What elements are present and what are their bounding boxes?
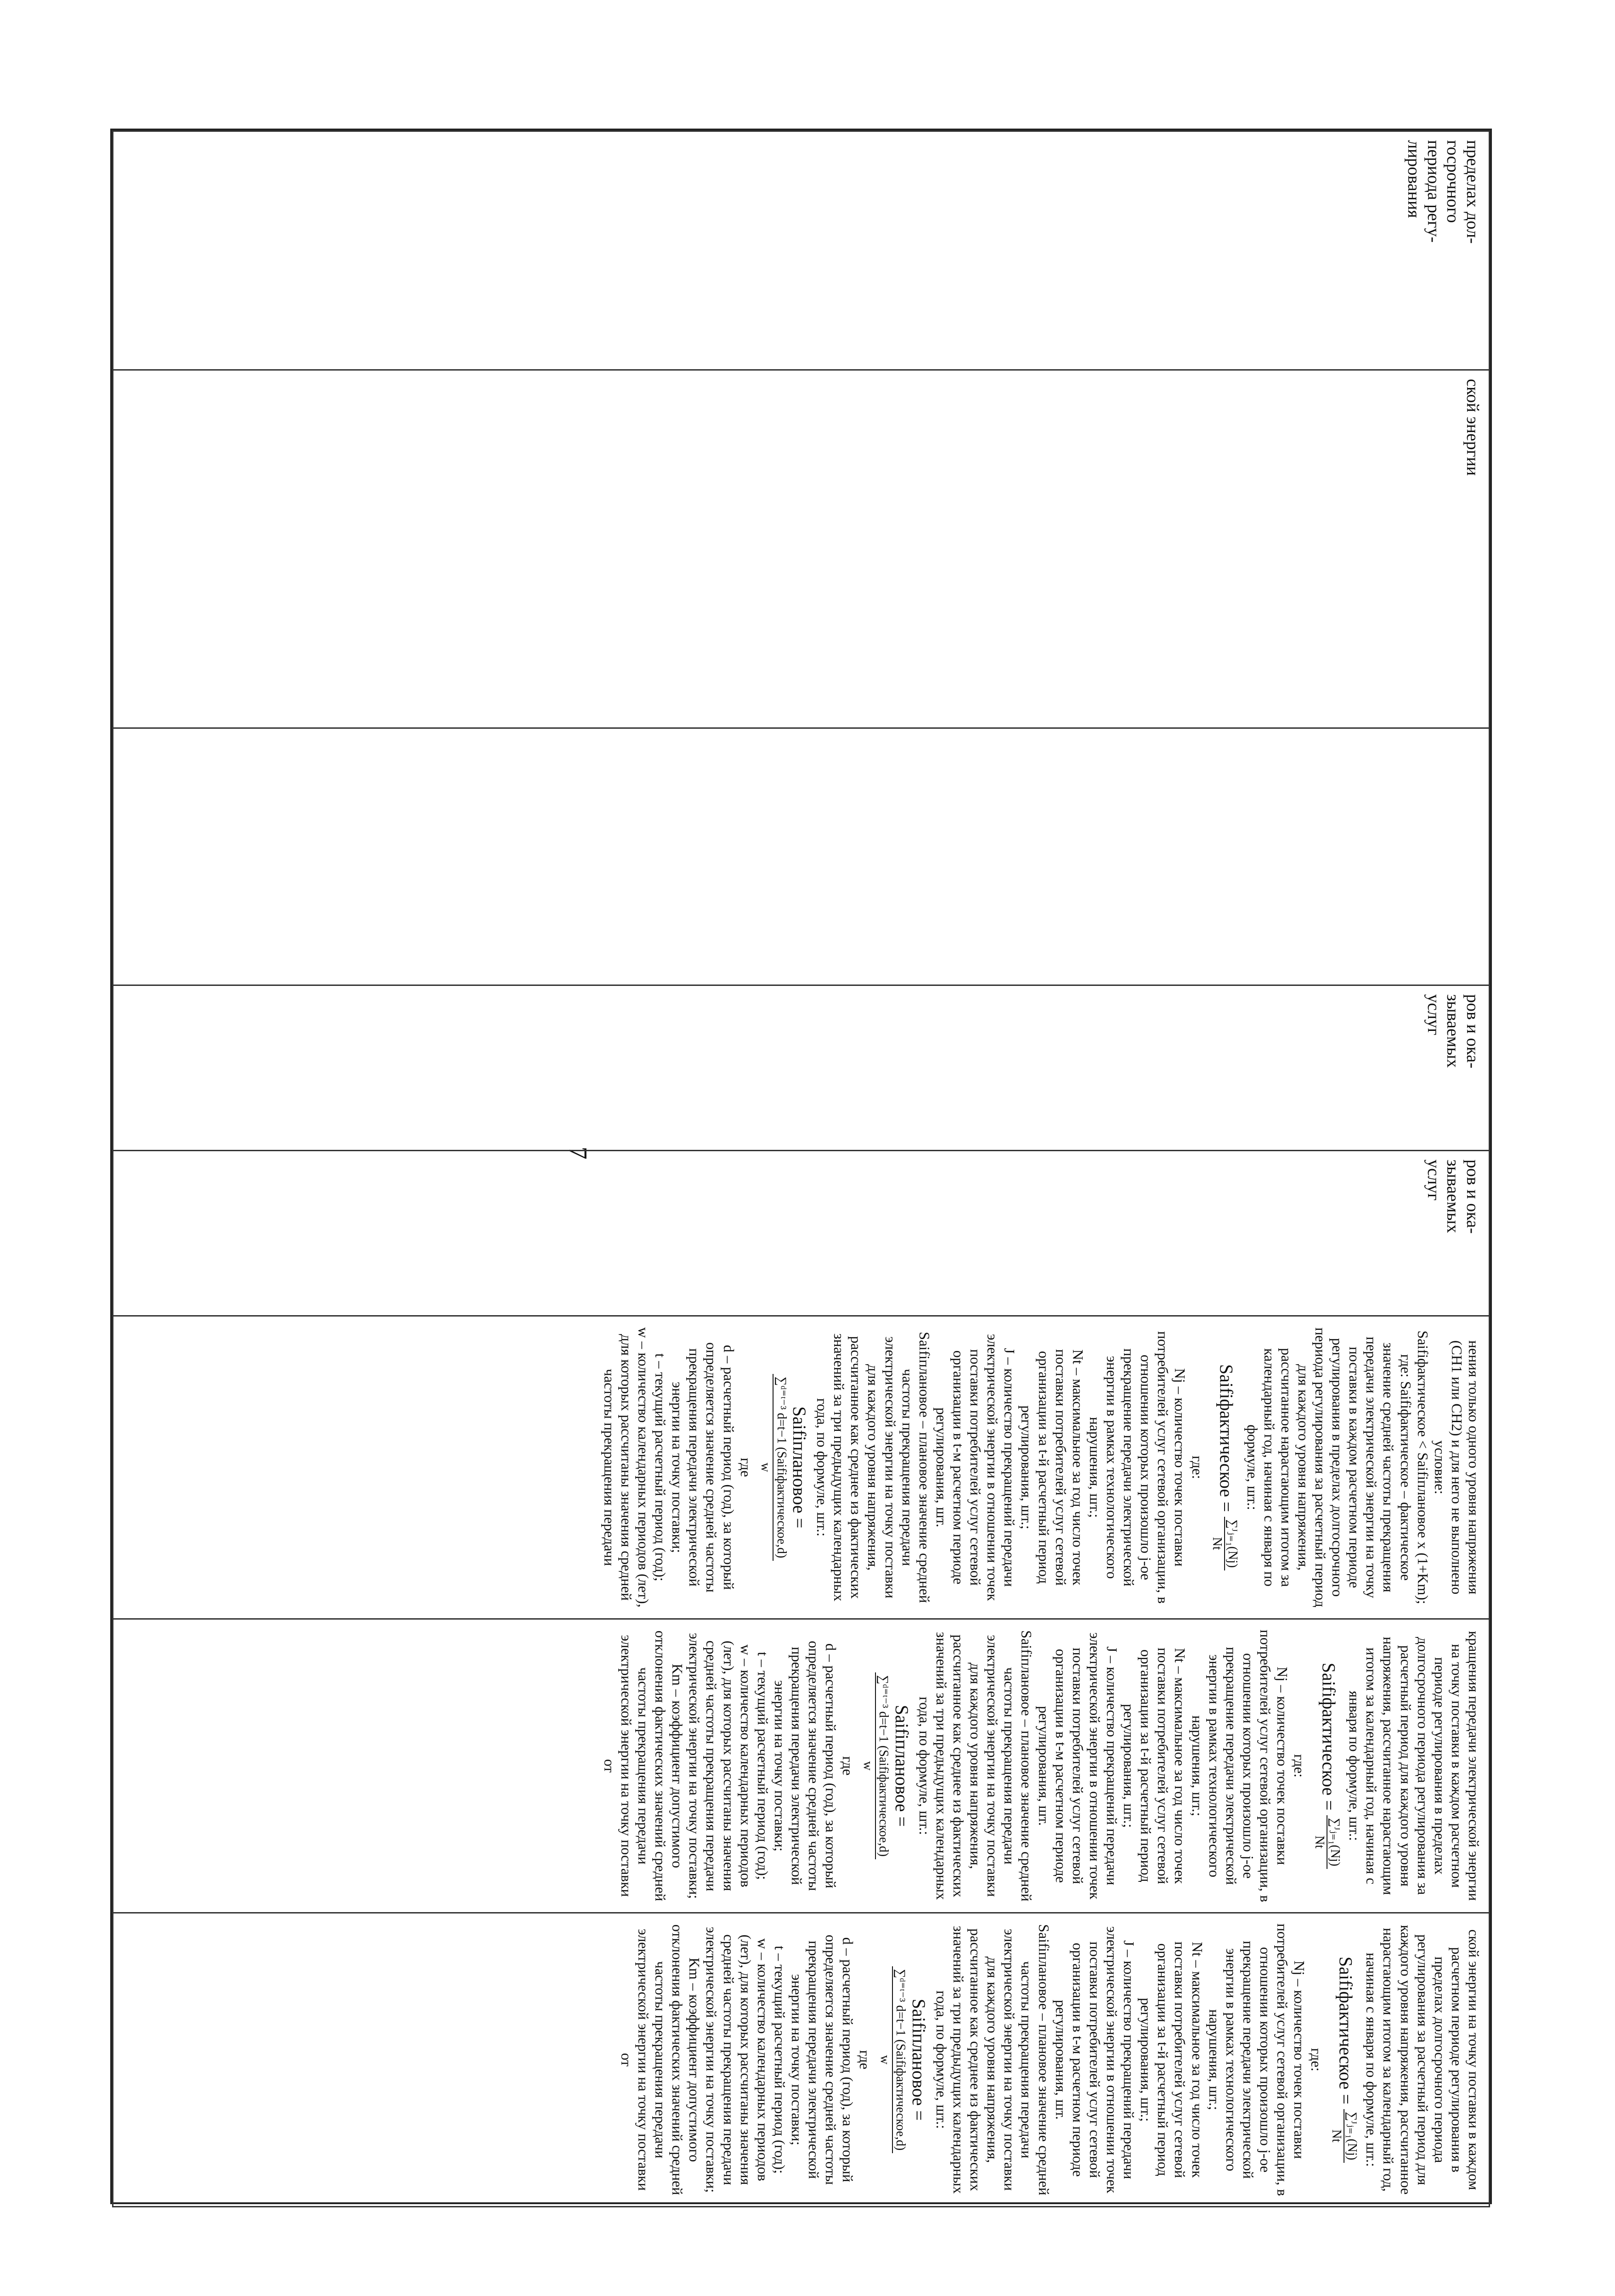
cell-empty [113, 728, 1490, 985]
def-j: J – количество прекращений передачи электрической энергии в отношении точек поставки потребителей услуг сетевой организации в t-м расчетном периоде регулирования, шт. [1052, 1926, 1138, 2194]
def-w: w – количество календарных периодов (лет), для которых рассчитаны значения средней частоты прекращения передачи [601, 1327, 652, 1608]
formula-saifi-actual [1311, 1628, 1342, 1904]
where-label: где [840, 1756, 857, 1776]
formula-numerator: ∑ᴶⱼ₌₁(Nj) [1327, 1815, 1342, 1869]
where-label: где [857, 2050, 874, 2070]
formula-lhs: Saifiфактическое = [1335, 1956, 1356, 2105]
def-km: Km – коэффициент допустимого отклонения фактических значений средней частоты прекращения передачи электрической энергии на точку поставки от [618, 1924, 703, 2195]
def-nj: Nj – количество точек поставки потребителей услуг сетевой организации, в отношении которых произошло j-ое прекращение передачи электрической энергии в рамках технологического нарушения, шт.; [1206, 1923, 1308, 2196]
criteria-1-condition: Saifiфактическое < Saifiплановое x (1+Km); [1414, 1330, 1431, 1604]
def-saifi-plan: Saifiплановое – плановое значение средней частоты прекращения передачи электрической энергии на точку поставки для каждого уровня напряжения, рассчитанное как среднее из фактических значений за три предыдущих календарных года, по формуле, шт.: [814, 1332, 933, 1603]
rotated-table [110, 129, 1492, 2204]
formula-denominator: w [758, 1463, 773, 1472]
formula-numerator: ∑ᵈ⁼ᵗ⁻³ d=t−1 (Saifiфактическое,d) [773, 1374, 788, 1561]
formula-fraction [1311, 1815, 1342, 1869]
page-number: 7 [564, 1147, 592, 1159]
def-saifi-plan: Saifiплановое – плановое значение средней частоты прекращения передачи электрической энергии на точку поставки для каждого уровня напряжения, рассчитанное как среднее из фактических значений за три предыдущих календарных года, по формуле, шт.: [933, 1924, 1052, 2195]
formula-numerator: ∑ᵈ⁼ᵗ⁻³ d=t−1 (Saifiфактическое,d) [892, 1966, 908, 2154]
formula-denominator: Nt [1312, 1835, 1327, 1849]
criteria-3-intro: ской энергии на точку поставки в каждом расчетном периоде регулирования в пределах долгосрочного периода регулирования за расчетный период для каждого уровня напряжения, рассчитанное нарастающим итогом за календарный год, начиная с января по формуле, шт.: [1363, 1925, 1482, 2195]
formula-fraction [1328, 2109, 1359, 2163]
formula-denominator: Nt [1329, 2129, 1344, 2143]
formula-numerator: ∑ᵈ⁼ᵗ⁻³ d=t−1 (Saifiфактическое,d) [875, 1672, 891, 1860]
formula-saifi-plan [877, 1922, 929, 2198]
where-label: где: [1291, 1754, 1308, 1778]
def-nt: Nt – максимальное за год число точек поставки потребителей услуг сетевой организации за t-й расчетный период регулирования, шт.; [1138, 1941, 1206, 2178]
formula-lhs: Saifiплановое = [908, 1998, 929, 2121]
def-d: d – расчетный период (год), за который определяется значение средней частоты прекращения передачи электрической энергии на точку поставки; [789, 1935, 857, 2185]
cell-period-text: пределах дол- госрочного периода регу- лирования [1404, 140, 1482, 244]
def-km: Km – коэффициент допустимого отклонения фактических значений средней частоты прекращения передачи электрической энергии на точку поставки от [601, 1630, 686, 1902]
def-w: w – количество календарных периодов (лет), для которых рассчитаны значения средней частоты прекращения передачи электрической энергии на точку поставки; [686, 1632, 754, 1899]
cell-services-2 [113, 1151, 1490, 1316]
def-nj: Nj – количество точек поставки потребителей услуг сетевой организации, в отношении которых произошло j-ое прекращение передачи электрической энергии в рамках технологического нарушения, шт.; [1189, 1629, 1291, 1902]
formula-fraction [860, 1672, 891, 1860]
def-nt: Nt – максимальное за год число точек поставки потребителей услуг сетевой организации за t-й расчетный период регулирования, шт.; [1018, 1349, 1086, 1586]
formula-lhs: Saifiфактическое = [1318, 1662, 1339, 1811]
where-label: где [737, 1458, 754, 1477]
formula-saifi-actual [1209, 1325, 1240, 1610]
formula-lhs: Saifiфактическое = [1216, 1364, 1237, 1512]
formula-denominator: Nt [1210, 1537, 1224, 1550]
cell-services-1 [113, 985, 1490, 1151]
def-t: t – текущий расчетный период (год); [652, 1353, 669, 1581]
criteria-2-intro: кращения передачи электрической энергии на точку поставки в каждом расчетном периоде регулирования в пределах долгосрочного периода регулирования за расчетный период для каждого уровня напряжения, рассчитанное нарастающим итогом за календарный год, начиная с января по формуле, шт.: [1346, 1631, 1482, 1901]
formula-fraction [758, 1374, 789, 1561]
formula-denominator: w [877, 2055, 892, 2065]
cell-energy-text: ской энергии [1463, 379, 1482, 476]
def-saifi-plan: Saifiплановое – плановое значение средней частоты прекращения передачи электрической энергии на точку поставки для каждого уровня напряжения, рассчитанное как среднее из фактических значений за три предыдущих календарных года, по формуле, шт.: [916, 1630, 1035, 1902]
formula-saifi-plan [758, 1325, 810, 1610]
def-d: d – расчетный период (год), за который определяется значение средней частоты прекращения передачи электрической энергии на точку поставки; [669, 1342, 737, 1593]
def-t: t – текущий расчетный период (год); [771, 1946, 788, 2174]
where-label: где: [1308, 2048, 1325, 2071]
cell-services-2-text: ров и ока- зываемых услуг [1423, 1159, 1482, 1234]
formula-numerator: ∑ᴶⱼ₌₁(Nj) [1344, 2109, 1359, 2163]
formula-saifi-actual [1328, 1922, 1359, 2198]
def-d: d – расчетный период (год), за который определяется значение средней частоты прекращения передачи электрической энергии на точку поставки; [771, 1641, 840, 1891]
def-w: w – количество календарных периодов (лет), для которых рассчитаны значения средней частоты прекращения передачи электрической энергии на точку поставки; [703, 1926, 771, 2193]
formula-lhs: Saifiплановое = [789, 1406, 810, 1529]
def-nt: Nt – максимальное за год число точек поставки потребителей услуг сетевой организации за t-й расчетный период регулирования, шт.; [1121, 1648, 1189, 1884]
formula-fraction [1209, 1517, 1240, 1570]
cell-energy [113, 370, 1490, 728]
table-row [113, 131, 1490, 2207]
cell-criteria-1 [113, 1316, 1490, 1619]
formula-lhs: Saifiплановое = [891, 1705, 912, 1827]
criteria-1-intro: нения только одного уровня напряжения (СН1 или СН2) и для него не выполнено условие: [1431, 1340, 1482, 1595]
formula-numerator: ∑ᴶⱼ₌₁(Nj) [1224, 1517, 1240, 1570]
formula-fraction [877, 1966, 908, 2154]
criteria-1-actual-definition: где: Saifiфактическое – фактическое значение средней частоты прекращения передачи электрической энергии на точку поставки в каждом расчетном периоде регулирования в пределах долгосрочного периода регулирования за расчетный период для каждого уровня напряжения, рассчитанное нарастающим итогом за календарный год, начиная с января по формуле, шт.: [1244, 1327, 1414, 1608]
formula-denominator: w [860, 1761, 875, 1771]
formula-saifi-plan [860, 1628, 912, 1904]
cell-criteria-2 [113, 1619, 1490, 1913]
def-j: J – количество прекращений передачи электрической энергии в отношении точек поставки потребителей услуг сетевой организации в t-м расчетном периоде регулирования, шт. [1035, 1632, 1120, 1900]
def-nj: Nj – количество точек поставки потребителей услуг сетевой организации, в отношении которых произошло j-ое прекращение передачи электрической энергии в рамках технологического нарушения, шт.; [1086, 1331, 1189, 1604]
requirements-table [112, 130, 1490, 2207]
def-j: J – количество прекращений передачи электрической энергии в отношении точек поставки потребителей услуг сетевой организации в t-м расчетном периоде регулирования, шт. [933, 1334, 1018, 1601]
where-label: где: [1189, 1456, 1206, 1479]
cell-criteria-3 [113, 1913, 1490, 2207]
cell-period [113, 131, 1490, 370]
cell-services-1-text: ров и ока- зываемых услуг [1423, 994, 1482, 1069]
def-t: t – текущий расчетный период (год); [754, 1652, 771, 1880]
